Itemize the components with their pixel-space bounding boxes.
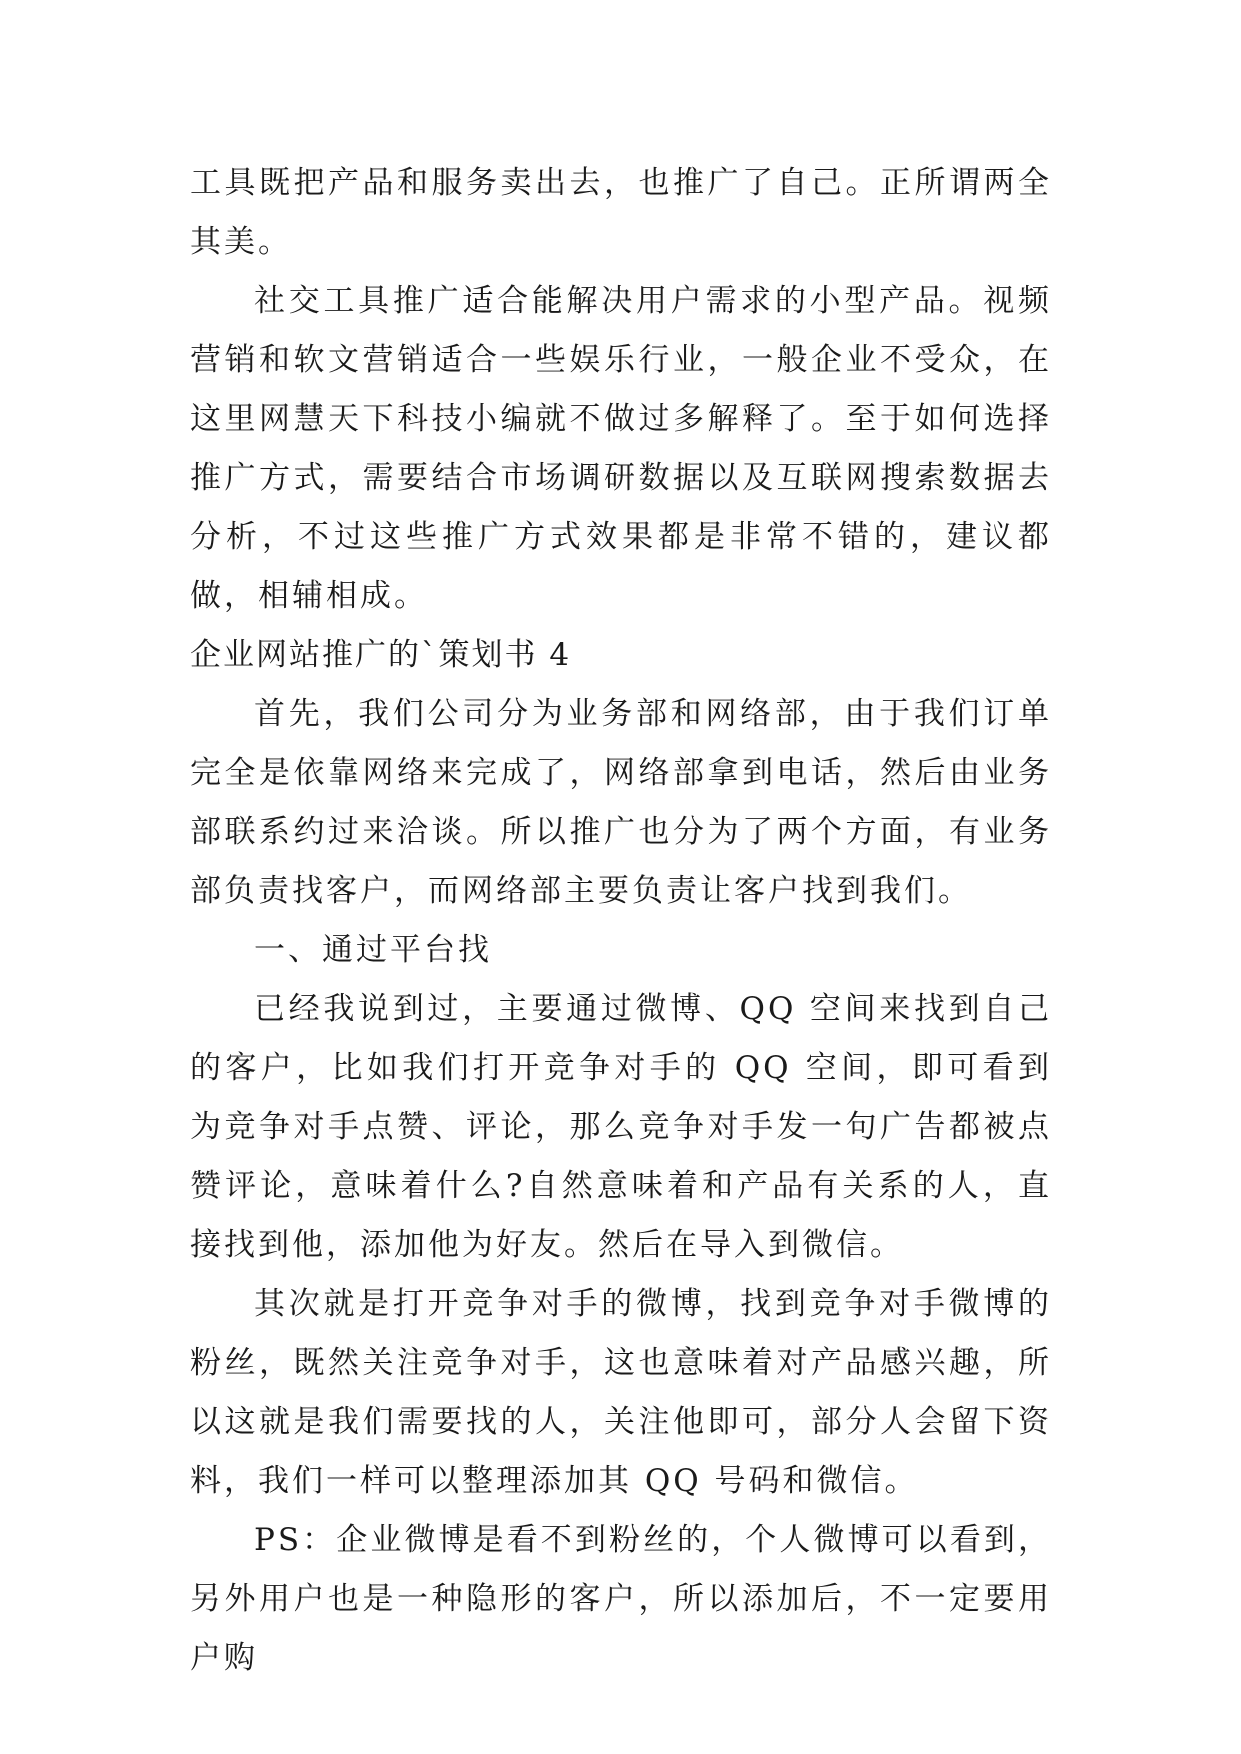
paragraph-social-tools: 社交工具推广适合能解决用户需求的小型产品。视频营销和软文营销适合一些娱乐行业，一般企业不受众，在这里网慧天下科技小编就不做过多解释了。至于如何选择推广方式，需要结合市场调研数据以及互联网搜索数据去分析，不过这些推广方式效果都是非常不错的，建议都做，相辅相成。 xyxy=(190,283,1052,614)
paragraph-competitor-weibo: 其次就是打开竞争对手的微博，找到竞争对手微博的粉丝，既然关注竞争对手，这也意味着对产品感兴趣，所以这就是我们需要找的人，关注他即可，部分人会留下资料，我们一样可以整理添加其 QQ 号码和微信。 xyxy=(190,1286,1052,1499)
paragraph-ps-note: PS：企业微博是看不到粉丝的，个人微博可以看到，另外用户也是一种隐形的客户，所以添加后，不一定要用户购 xyxy=(190,1522,1052,1676)
document-body xyxy=(190,154,1052,1688)
subheading-platform: 一、通过平台找 xyxy=(254,932,492,968)
section-heading: 企业网站推广的`策划书 4 xyxy=(190,637,572,673)
paragraph-continuation: 工具既把产品和服务卖出去，也推广了自己。正所谓两全其美。 xyxy=(190,165,1052,260)
paragraph-weibo-qq: 已经我说到过，主要通过微博、QQ 空间来找到自己的客户，比如我们打开竞争对手的 QQ 空间，即可看到为竞争对手点赞、评论，那么竞争对手发一句广告都被点赞评论，意味着什么?自然意味着和产品有关系的人，直接找到他，添加他为好友。然后在导入到微信。 xyxy=(190,991,1052,1263)
paragraph-company-departments: 首先，我们公司分为业务部和网络部，由于我们订单完全是依靠网络来完成了，网络部拿到电话，然后由业务部联系约过来洽谈。所以推广也分为了两个方面，有业务部负责找客户，而网络部主要负责让客户找到我们。 xyxy=(190,696,1052,909)
